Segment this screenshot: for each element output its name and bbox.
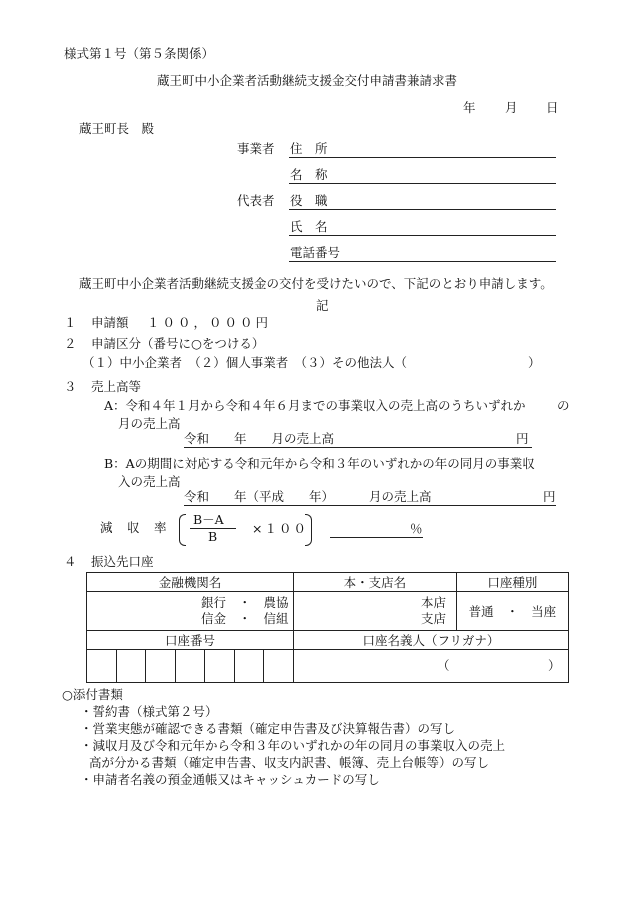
address-label: 住 所 (290, 141, 328, 156)
reduction-rate-field[interactable] (330, 537, 423, 538)
item3-label: 売上高等 (91, 379, 142, 394)
item1-label: 申請額 (91, 315, 129, 330)
header-account-type: 口座種別 (456, 573, 568, 592)
header-account-holder: 口座名義人（フリガナ） (293, 631, 568, 650)
attachment-item: ・誓約書（様式第２号） (80, 704, 218, 719)
bank-type-line1: 銀行 ・ 農協 (201, 595, 289, 610)
holder-open-paren: （ (436, 658, 450, 673)
formula-multiplier: ×１００ (252, 521, 308, 536)
company-name-label: 名 称 (290, 167, 328, 182)
sales-a-text-line1: A：令和４年１月から令和４年６月までの事業収入の売上高のうちいずれか (104, 398, 526, 413)
sales-a-text-line2: 月の売上高 (118, 416, 181, 431)
business-label: 事業者 (237, 141, 275, 156)
branch-name-cell[interactable] (293, 592, 456, 631)
reduction-rate-label: 減 収 率 (100, 520, 168, 535)
account-digit-5[interactable] (205, 650, 235, 683)
percent-sign: ％ (410, 521, 423, 536)
branch-main: 本店 (420, 595, 446, 610)
attachment-item: ・営業実態が確認できる書類（確定申告書及び決算報告書）の写し (80, 721, 456, 736)
branch-sub: 支店 (420, 611, 446, 626)
item4-number: ４ (64, 554, 77, 569)
person-name-label: 氏 名 (290, 219, 328, 234)
account-digit-3[interactable] (146, 650, 176, 683)
sales-a-yen: 円 (516, 431, 529, 446)
header-branch-name: 本・支店名 (293, 573, 456, 592)
phone-label: 電話番号 (290, 245, 341, 260)
item2-number: ２ (64, 336, 77, 351)
sales-a-field[interactable] (184, 447, 532, 448)
header-account-number: 口座番号 (87, 631, 294, 650)
sales-b-text-line1: B：Aの期間に対応する令和元年から令和３年のいずれかの年の同月の事業収 (104, 456, 535, 471)
formula-left-bracket (179, 514, 186, 546)
bank-name-cell[interactable] (87, 592, 294, 631)
sales-b-yen: 円 (543, 489, 556, 504)
item3-number: ３ (64, 379, 77, 394)
sales-b-fill-text2: 月の売上高 (369, 489, 432, 504)
account-type-cell[interactable]: 普通 ・ 当座 (456, 592, 568, 631)
application-amount: １００，０００円 (147, 315, 272, 330)
bank-account-table (86, 572, 569, 683)
date-month: 月 (505, 100, 518, 115)
company-name-field[interactable] (289, 183, 556, 184)
sales-a-text-line1b: の (557, 398, 570, 413)
formula-numerator: B－A (193, 512, 224, 527)
date-day: 日 (546, 100, 559, 115)
holder-close-paren: ） (547, 658, 561, 673)
position-label: 役 職 (290, 193, 328, 208)
addressee: 蔵王町長 殿 (79, 121, 155, 136)
ki-label: 記 (316, 298, 329, 313)
account-holder-cell[interactable] (293, 650, 568, 683)
attachment-item: ・申請者名義の預金通帳又はキャッシュカードの写し (80, 772, 380, 787)
formula-right-bracket (305, 514, 312, 546)
account-digit-7[interactable] (264, 650, 294, 683)
position-field[interactable] (289, 209, 556, 210)
bank-type-line2: 信金 ・ 信組 (201, 611, 289, 626)
formula-denominator: B (208, 529, 218, 544)
account-digit-6[interactable] (234, 650, 264, 683)
account-digit-1[interactable] (87, 650, 117, 683)
account-digit-4[interactable] (175, 650, 205, 683)
sales-b-field[interactable] (184, 505, 556, 506)
header-bank-name: 金融機関名 (87, 573, 294, 592)
item4-label: 振込先口座 (91, 554, 154, 569)
attachment-item-continued: 高が分かる書類（確定申告書、収支内訳書、帳簿、売上台帳等）の写し (89, 755, 490, 770)
attachment-item: ・減収月及び令和元年から令和３年のいずれかの年の同月の事業収入の売上 (80, 738, 506, 753)
form-number: 様式第１号（第５条関係） (64, 46, 215, 61)
intro-text: 蔵王町中小企業者活動継続支援金の交付を受けたいので、下記のとおり申請します。 (79, 276, 553, 291)
representative-label: 代表者 (237, 193, 275, 208)
sales-b-text-line2: 入の売上高 (118, 474, 181, 489)
item2-label: 申請区分（番号に○をつける） (91, 336, 265, 351)
category-close-paren: ） (528, 355, 541, 370)
document-title: 蔵王町中小企業者活動継続支援金交付申請書兼請求書 (157, 73, 458, 88)
account-digit-2[interactable] (116, 650, 146, 683)
category-options[interactable]: （１）中小企業者 （２）個人事業者 （３）その他法人（ (82, 355, 408, 370)
attachments-title: ○添付書類 (62, 687, 123, 702)
item1-number: １ (64, 315, 77, 330)
phone-field[interactable] (289, 261, 556, 262)
sales-b-fill-text: 令和 年（平成 年） (184, 489, 335, 504)
sales-a-fill-text: 令和 年 月の売上高 (184, 431, 335, 446)
address-field[interactable] (289, 157, 556, 158)
person-name-field[interactable] (289, 235, 556, 236)
date-year: 年 (463, 100, 476, 115)
